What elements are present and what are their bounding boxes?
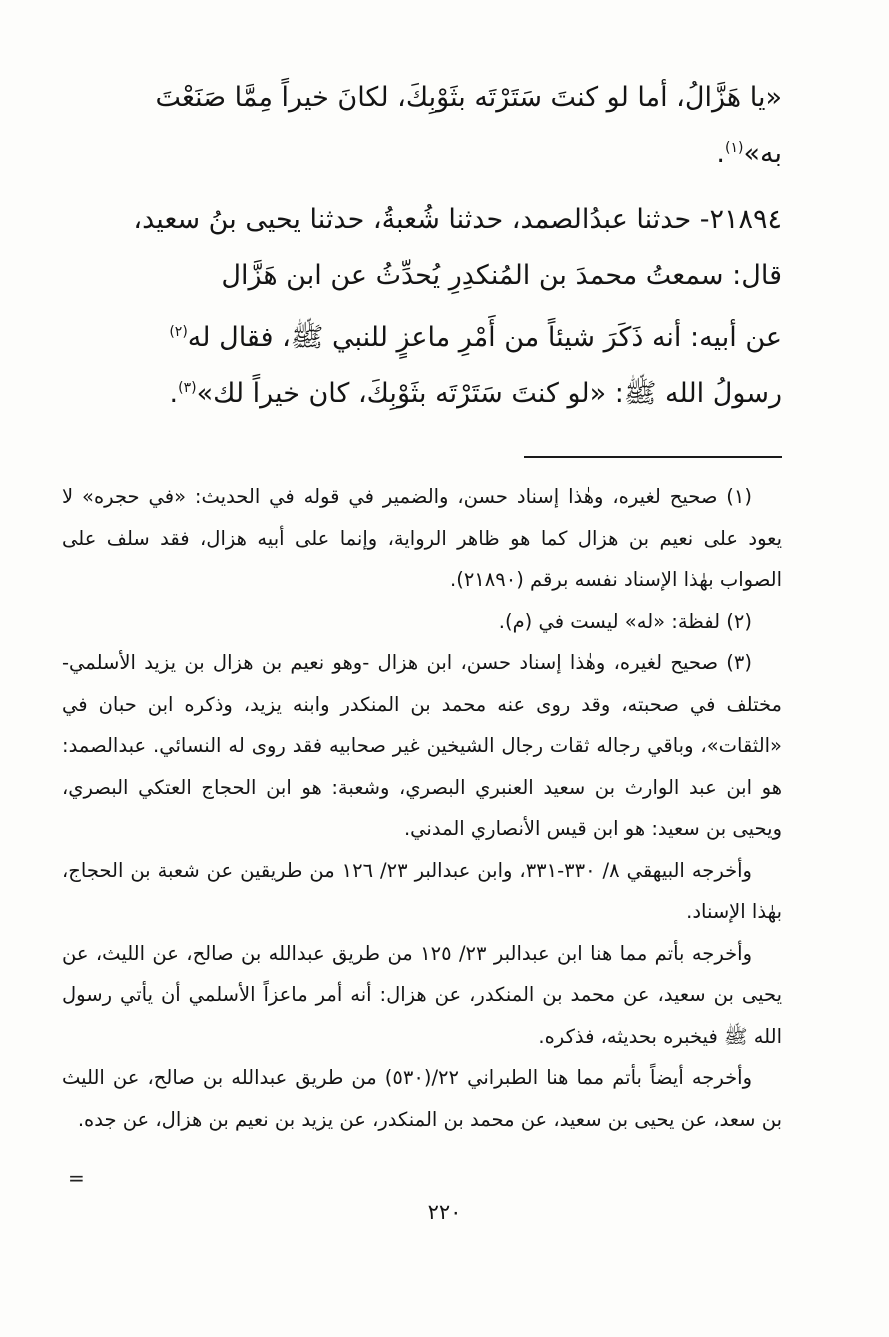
hadith-text-line: رسولُ الله ﷺ: «لو كنتَ سَتَرْتَه بثَوْبِكَ، كان خيراً لك»$^{(٣)}$. <box>169 378 782 409</box>
footnote-1: (١) صحيح لغيره، وهٰذا إسناد حسن، والضمير في قوله في الحديث: «في حجره» لا يعود على نعيم بن هزال كما هو ظاهر الرواية، وإنما على أبيه هزال، فقد سلف على الصواب بهٰذا الإسناد نفسه برقم (٢١٨٩٠). <box>62 485 782 591</box>
main-text <box>62 70 782 422</box>
hadith-isnad-line: ٢١٨٩٤- حدثنا عبدُالصمد، حدثنا شُعبةُ، حدثنا يحيى بنُ سعيد، <box>133 204 782 235</box>
footnote-ref: (٢) <box>169 324 188 340</box>
footnote-3-takhrij: وأخرجه بأتم مما هنا ابن عبدالبر ٢٣/ ١٢٥ من طريق عبدالله بن صالح، عن الليث، عن يحيى بن سعيد، عن محمد بن المنكدر، عن هزال: أنه أمر ماعزاً الأسلمي أن يأتي رسول الله ﷺ فيخبره بحديثه، فذكره. <box>62 941 782 1048</box>
hadith-text-line: «يا هَزَّالُ، أما لو كنتَ سَتَرْتَه بثَوْبِكَ، لكانَ خيراً مِمَّا صَنَعْتَ <box>155 82 782 113</box>
footnote-ref: (٣) <box>178 380 197 396</box>
footnotes <box>62 476 782 1140</box>
footnote-3: (٣) صحيح لغيره، وهٰذا إسناد حسن، ابن هزال -وهو نعيم بن هزال بن يزيد الأسلمي- مختلف في صحبته، وقد روى عنه محمد بن المنكدر وابنه يزيد، وذكره ابن حبان في «الثقات»، وباقي رجاله ثقات رجال الشيخين غير صحابيه فقد روى له النسائي. عبدالصمد: هو ابن عبد الوارث بن سعيد العنبري البصري، وشعبة: هو ابن الحجاج العتكي البصري، ويحيى بن سعيد: هو ابن قيس الأنصاري المدني. <box>62 651 782 840</box>
hadith-text-line: عن أبيه: أنه ذَكَرَ شيئاً من أَمْرِ ماعزٍ للنبي ﷺ، فقال له$^{(٢)}$ <box>169 322 782 353</box>
footnote-separator <box>524 456 782 458</box>
hadith-isnad-line: قال: سمعتُ محمدَ بن المُنكدِرِ يُحدِّثُ عن ابن هَزَّال <box>221 260 782 291</box>
footnote-3-takhrij: وأخرجه أيضاً بأتم مما هنا الطبراني ٢٢/(٥٣٠) من طريق عبدالله بن صالح، عن الليث بن سعد، عن يحيى بن سعيد، عن محمد بن المنكدر، عن يزيد بن نعيم بن هزال، عن جده. <box>62 1066 782 1131</box>
page-content <box>62 70 782 1140</box>
footnote-3-takhrij: وأخرجه البيهقي ٨/ ٣٣٠-٣٣١، وابن عبدالبر ٢٣/ ١٢٦ من طريقين عن شعبة بن الحجاج، بهٰذا الإسناد. <box>62 858 782 923</box>
footnote-ref: (١) <box>725 140 744 156</box>
hadith-text-line: به»$^{(١)}$. <box>716 138 782 169</box>
footnote-2: (٢) لفظة: «له» ليست في (م). <box>498 609 752 633</box>
page-number: ٢٢٠ <box>427 1200 462 1224</box>
continuation-mark: = <box>68 1166 85 1190</box>
